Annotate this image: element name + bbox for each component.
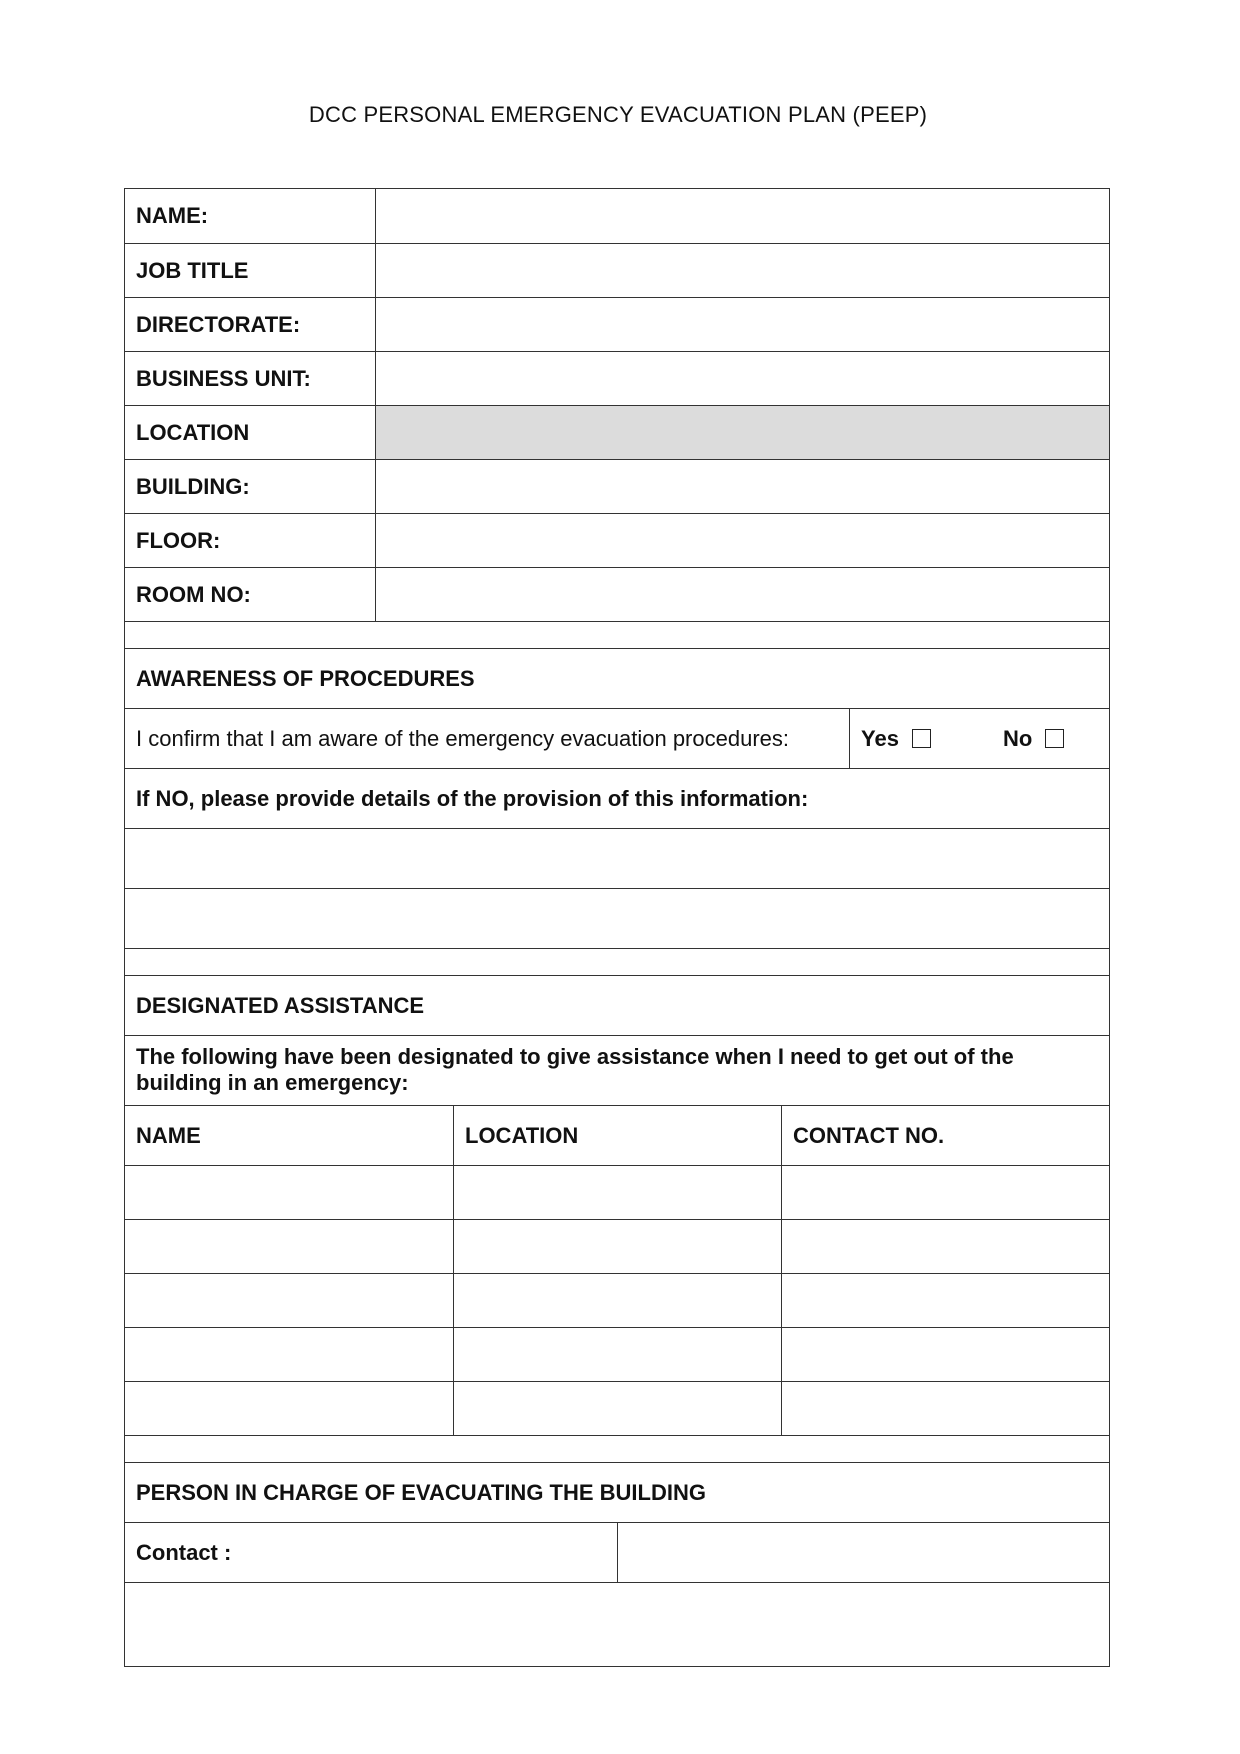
- awareness-confirm-row: [125, 708, 1109, 768]
- assistant-name-field[interactable]: [125, 1382, 453, 1435]
- assistant-contact-field[interactable]: [781, 1166, 1109, 1219]
- awareness-heading: AWARENESS OF PROCEDURES: [136, 665, 475, 691]
- table-row: [125, 1219, 1109, 1273]
- assistant-location-field[interactable]: [453, 1328, 781, 1381]
- column-header-contact-no: CONTACT NO.: [781, 1106, 1109, 1165]
- name-row: [125, 189, 1109, 243]
- spacer-row: [125, 948, 1109, 975]
- location-field[interactable]: [375, 406, 1109, 459]
- assistance-intro-row: [125, 1035, 1109, 1105]
- assistant-location-field[interactable]: [453, 1166, 781, 1219]
- table-row: [125, 1165, 1109, 1219]
- assistance-heading-row: [125, 975, 1109, 1035]
- location-label: LOCATION: [136, 419, 250, 445]
- directorate-field[interactable]: [375, 298, 1109, 351]
- assistance-header-row: [125, 1105, 1109, 1165]
- directorate-label: DIRECTORATE:: [136, 311, 301, 337]
- assistant-name-field[interactable]: [125, 1220, 453, 1273]
- location-row: [125, 405, 1109, 459]
- details-line-2-row: [125, 888, 1109, 948]
- assistant-location-field[interactable]: [453, 1382, 781, 1435]
- business-unit-row: [125, 351, 1109, 405]
- assistant-location-field[interactable]: [453, 1274, 781, 1327]
- job-title-label: JOB TITLE: [136, 257, 249, 283]
- table-row: [125, 1273, 1109, 1327]
- if-no-prompt: If NO, please provide details of the provision of this information:: [136, 785, 809, 811]
- assistant-contact-field[interactable]: [781, 1382, 1109, 1435]
- if-no-prompt-row: [125, 768, 1109, 828]
- column-header-name: NAME: [136, 1122, 201, 1148]
- assistant-contact-field[interactable]: [781, 1328, 1109, 1381]
- yes-checkbox[interactable]: [912, 729, 931, 748]
- building-label: BUILDING:: [136, 473, 250, 499]
- business-unit-field[interactable]: [375, 352, 1109, 405]
- document-title: DCC PERSONAL EMERGENCY EVACUATION PLAN (PEEP): [308, 102, 928, 127]
- notes-field[interactable]: [125, 1583, 1109, 1666]
- table-row: [125, 1381, 1109, 1435]
- assistant-name-field[interactable]: [125, 1274, 453, 1327]
- awareness-heading-row: [125, 648, 1109, 708]
- name-label: NAME:: [136, 203, 209, 228]
- assistance-heading: DESIGNATED ASSISTANCE: [136, 992, 425, 1018]
- building-row: [125, 459, 1109, 513]
- evacuation-lead-heading: PERSON IN CHARGE OF EVACUATING THE BUILDING: [136, 1479, 706, 1505]
- room-no-label: ROOM NO:: [136, 581, 251, 607]
- building-field[interactable]: [375, 460, 1109, 513]
- assistant-contact-field[interactable]: [781, 1274, 1109, 1327]
- yes-no-options: [849, 709, 1109, 768]
- room-no-field[interactable]: [375, 568, 1109, 621]
- contact-field[interactable]: [617, 1523, 1109, 1582]
- evacuation-lead-heading-row: [125, 1462, 1109, 1522]
- assistant-contact-field[interactable]: [781, 1220, 1109, 1273]
- no-checkbox[interactable]: [1045, 729, 1064, 748]
- no-label: No: [1002, 725, 1033, 751]
- floor-label: FLOOR:: [136, 527, 221, 553]
- yes-label: Yes: [861, 725, 899, 751]
- contact-row: [125, 1522, 1109, 1582]
- peep-form: [124, 188, 1110, 1667]
- awareness-confirm-text: I confirm that I am aware of the emergency evacuation procedures:: [136, 725, 789, 751]
- table-row: [125, 1327, 1109, 1381]
- details-line-1-field[interactable]: [125, 829, 1109, 888]
- name-field[interactable]: [375, 189, 1109, 243]
- floor-field[interactable]: [375, 514, 1109, 567]
- details-line-2-field[interactable]: [125, 889, 1109, 948]
- assistant-name-field[interactable]: [125, 1166, 453, 1219]
- assistant-location-field[interactable]: [453, 1220, 781, 1273]
- floor-row: [125, 513, 1109, 567]
- directorate-row: [125, 297, 1109, 351]
- notes-row: [125, 1582, 1109, 1666]
- column-header-location: LOCATION: [453, 1106, 781, 1165]
- details-line-1-row: [125, 828, 1109, 888]
- spacer-row: [125, 621, 1109, 648]
- assistant-name-field[interactable]: [125, 1328, 453, 1381]
- room-no-row: [125, 567, 1109, 621]
- contact-label: Contact :: [136, 1539, 232, 1565]
- business-unit-label: BUSINESS UNIT:: [136, 365, 311, 391]
- assistance-intro: The following have been designated to give assistance when I need to get out of the building in an emergency:: [136, 1044, 1014, 1095]
- job-title-field[interactable]: [375, 244, 1109, 297]
- job-title-row: [125, 243, 1109, 297]
- spacer-row: [125, 1435, 1109, 1462]
